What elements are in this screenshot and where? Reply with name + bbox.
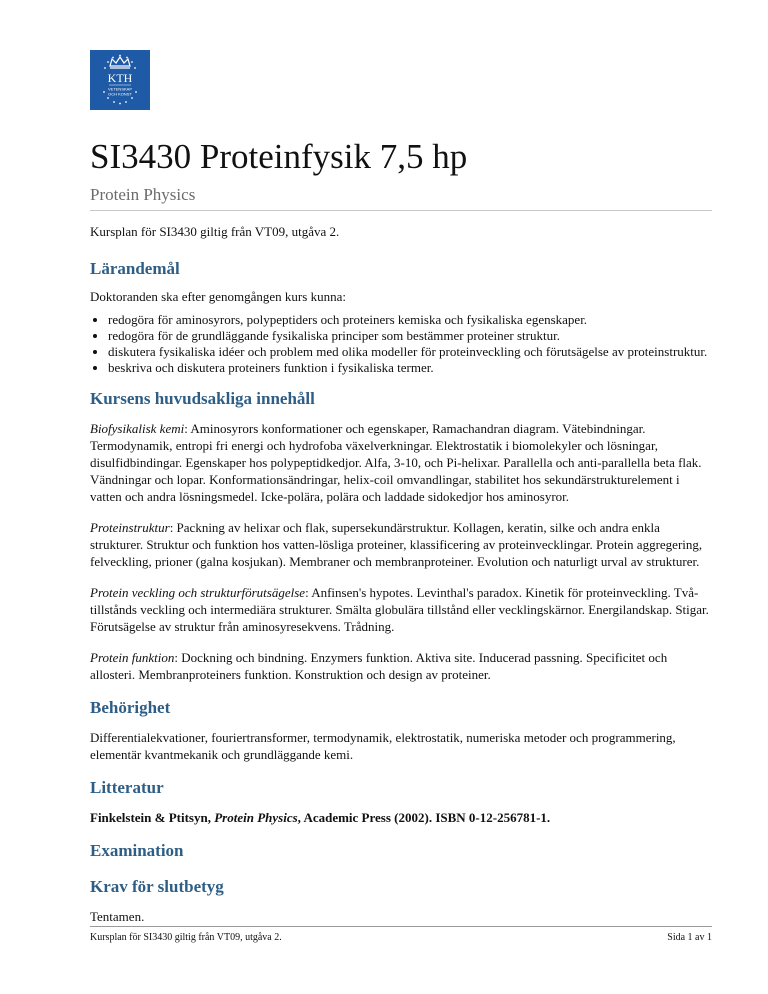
literature-heading: Litteratur [90,778,164,797]
examination-heading: Examination [90,841,184,860]
paragraph-text: : Packning av helixar och flak, supersekundärstruktur. Kollagen, keratin, silke och andra enkla strukturer. Struktur och funktion hos vatten-lösliga proteiner, klassificering av proteinvecklingar. Protein aggregering, felveckling, prioner (galna kosjukan). Membraner och membranproteiner. Evolution och naturligt urval av strukturer. [90,520,703,569]
paragraph-text: : Anfinsen's hypotes. Levinthal's paradox. Kinetik för proteinveckling. Två-tillstånds veckling och intermediära strukturer. Smälta globulära tillstånd eller vecklingskärnor. Energilandskap. Stigar. Förutsägelse av struktur från aminosyresekvens. Trådning. [90,585,709,634]
grading-heading: Krav för slutbetyg [90,877,224,896]
list-item: • beskriva och diskutera proteiners funktion i fysikaliska termer. [108,360,712,376]
paragraph-term: Proteinstruktur [90,520,170,535]
paragraph-text: : Dockning och bindning. Enzymers funktion. Aktiva site. Inducerad passning. Specificitet och allosteri. Membranproteiners funktion. Konstruktion och design av proteiner. [90,650,668,682]
literature-authors: Finkelstein & Ptitsyn, [90,810,215,825]
goals-heading: Lärandemål [90,259,180,278]
page-title: SI3430 Proteinfysik 7,5 hp [90,137,468,176]
list-item: • redogöra för de grundläggande fysikaliska principer som bestämmer proteiner struktur. [108,328,712,344]
document-body [90,136,712,925]
page-footer [90,926,712,944]
paragraph-term: Biofysikalisk kemi [90,421,185,436]
logo-line1-text: VETENSKAP [107,86,133,92]
footer-left-text: Kursplan för SI3430 giltig från VT09, utgåva 2. [90,932,282,943]
grading-text: Tentamen. [90,909,145,924]
kth-logo [90,50,150,110]
literature-reference [90,809,712,826]
paragraph-term: Protein funktion [90,650,175,665]
content-paragraph [90,420,712,505]
paragraph-term: Protein veckling och strukturförutsägelse [90,585,306,600]
prerequisites-heading: Behörighet [90,698,171,717]
content-paragraph [90,584,712,635]
intro-text: Kursplan för SI3430 giltig från VT09, utgåva 2. [90,224,340,239]
paragraph-text: : Aminosyrors konformationer och egenskaper, Ramachandran diagram. Vätebindningar. Termodynamik, entropi fri energi och hydrofoba växelverkningar. Elektrostatik i biomolekyler och lösningar, disulfidbindingar. Egenskaper hos polypeptidkedjor. Alfa, 3-10, och Pi-helixar. Parallella och anti-parallella beta flak. Vändningar och lopar. Konformationsändringar, helix-coil omvandlingar, stabilitet hos sekundärstrukturelement i vatten och andra lösningsmedel. Icke-polära, polära och laddade sidokedjor hos aminosyror. [90,421,702,504]
list-item: • redogöra för aminosyrors, polypeptiders och proteiners kemiska och fysikaliska egenskaper. [108,312,712,328]
goals-lead: Doktoranden ska efter genomgången kurs kunna: [90,289,346,304]
content-heading: Kursens huvudsakliga innehåll [90,389,315,408]
page-number: Sida 1 av 1 [667,932,712,943]
goals-list [90,312,712,376]
list-item: • diskutera fysikaliska idéer och problem med olika modeller för proteinveckling och förutsägelse av proteinstruktur. [108,344,712,360]
prerequisites-text: Differentialekvationer, fouriertransformer, termodynamik, elektrostatik, numeriska metoder och programmering, elementär kvantmekanik och grundläggande kemi. [90,730,676,762]
literature-details: , Academic Press (2002). ISBN 0-12-256781-1. [297,810,551,825]
page-subtitle: Protein Physics [90,184,712,211]
logo-line2-text: OCH KONST [108,91,132,97]
logo-kth-text: KTH [107,71,133,85]
content-paragraph [90,649,712,683]
content-paragraph [90,519,712,570]
literature-book-title: Protein Physics [214,810,298,825]
